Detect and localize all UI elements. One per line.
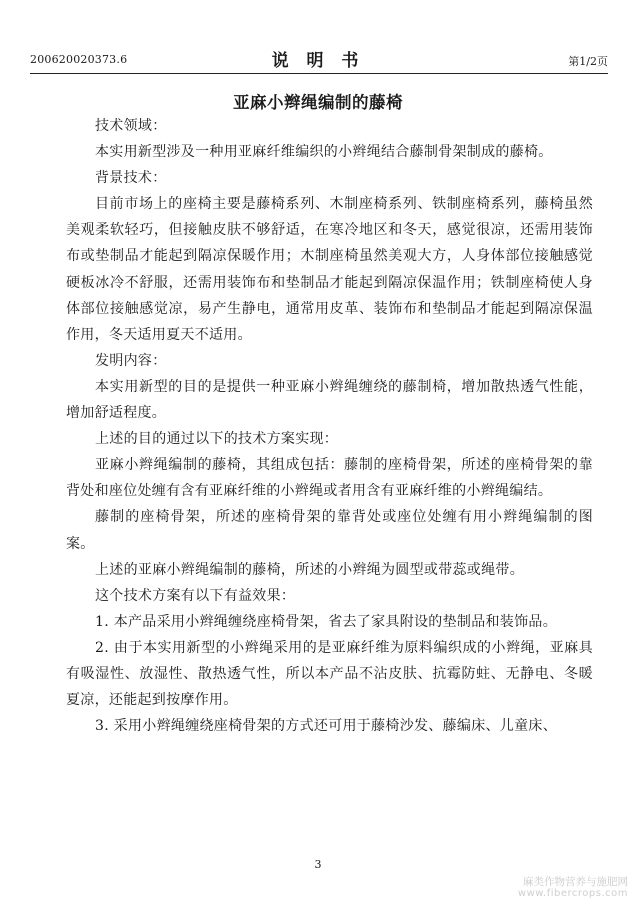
page-number: 3 <box>314 858 322 871</box>
list-item: 1. 本产品采用小辫绳缠绕座椅骨架，省去了家具附设的垫制品和装饰品。 <box>95 613 558 630</box>
section-heading-background: 背景技术： <box>95 170 167 187</box>
document-type-heading: 说 明 书 <box>271 51 365 71</box>
paragraph: 上述的亚麻小辫绳编制的藤椅，所述的小辫绳为圆型或带蕊或绳带。 <box>95 561 524 578</box>
header-divider <box>30 73 608 74</box>
page-indicator: 第1/2页 <box>568 55 608 68</box>
list-item: 3. 采用小辫绳缠绕座椅骨架的方式还可用于藤椅沙发、藤编床、儿童床、 <box>95 718 558 735</box>
watermark-text: 麻类作物营养与施肥网 <box>523 876 628 888</box>
paragraph: 目前市场上的座椅主要是藤椅系列、木制座椅系列、铁制座椅系列，藤椅虽然美观柔软轻巧，但接触皮肤不够舒适，在寒冷地区和冬天，感觉很凉，还需用装饰布或垫制品才能起到隔凉保暖作用；木制座椅虽然美观大方，人身体部位接触感觉硬板冰冷不舒服，还需用装饰布和垫制品才能起到隔凉保温作用；铁制座椅使人身体部位接触感觉凉，易产生静电，通常用皮革、装饰布和垫制品才能起到隔凉保温作用，冬天适用夏天不适用。 <box>66 196 593 343</box>
watermark-url: www.fibercrops.com <box>517 888 628 899</box>
section-heading-technical-field: 技术领域： <box>95 118 167 134</box>
paragraph: 这个技术方案有以下有益效果： <box>95 587 296 604</box>
section-heading-invention-content: 发明内容： <box>95 352 167 369</box>
paragraph: 本实用新型涉及一种用亚麻纤维编织的小辫绳结合藤制骨架制成的藤椅。 <box>95 144 553 161</box>
list-item: 2. 由于本实用新型的小辫绳采用的是亚麻纤维为原料编织成的小辫绳，亚麻具有吸湿性、放湿性、散热透气性，所以本产品不沾皮肤、抗霉防蛀、无静电、冬暖夏凉，还能起到按摩作用。 <box>66 639 593 709</box>
paragraph: 上述的目的通过以下的技术方案实现： <box>95 431 339 448</box>
application-number: 200620020373.6 <box>30 53 128 66</box>
paragraph: 藤制的座椅骨架，所述的座椅骨架的靠背处或座位处缠有用小辫绳编制的图案。 <box>66 509 593 552</box>
document-title: 亚麻小辫绳编制的藤椅 <box>233 93 403 112</box>
paragraph: 亚麻小辫绳编制的藤椅，其组成包括：藤制的座椅骨架，所述的座椅骨架的靠背处和座位处缠有含有亚麻纤维的小辫绳或者用含有亚麻纤维的小辫绳编结。 <box>66 457 593 500</box>
paragraph: 本实用新型的目的是提供一种亚麻小辫绳缠绕的藤制椅，增加散热透气性能，增加舒适程度。 <box>66 378 593 422</box>
document-body <box>66 113 593 739</box>
